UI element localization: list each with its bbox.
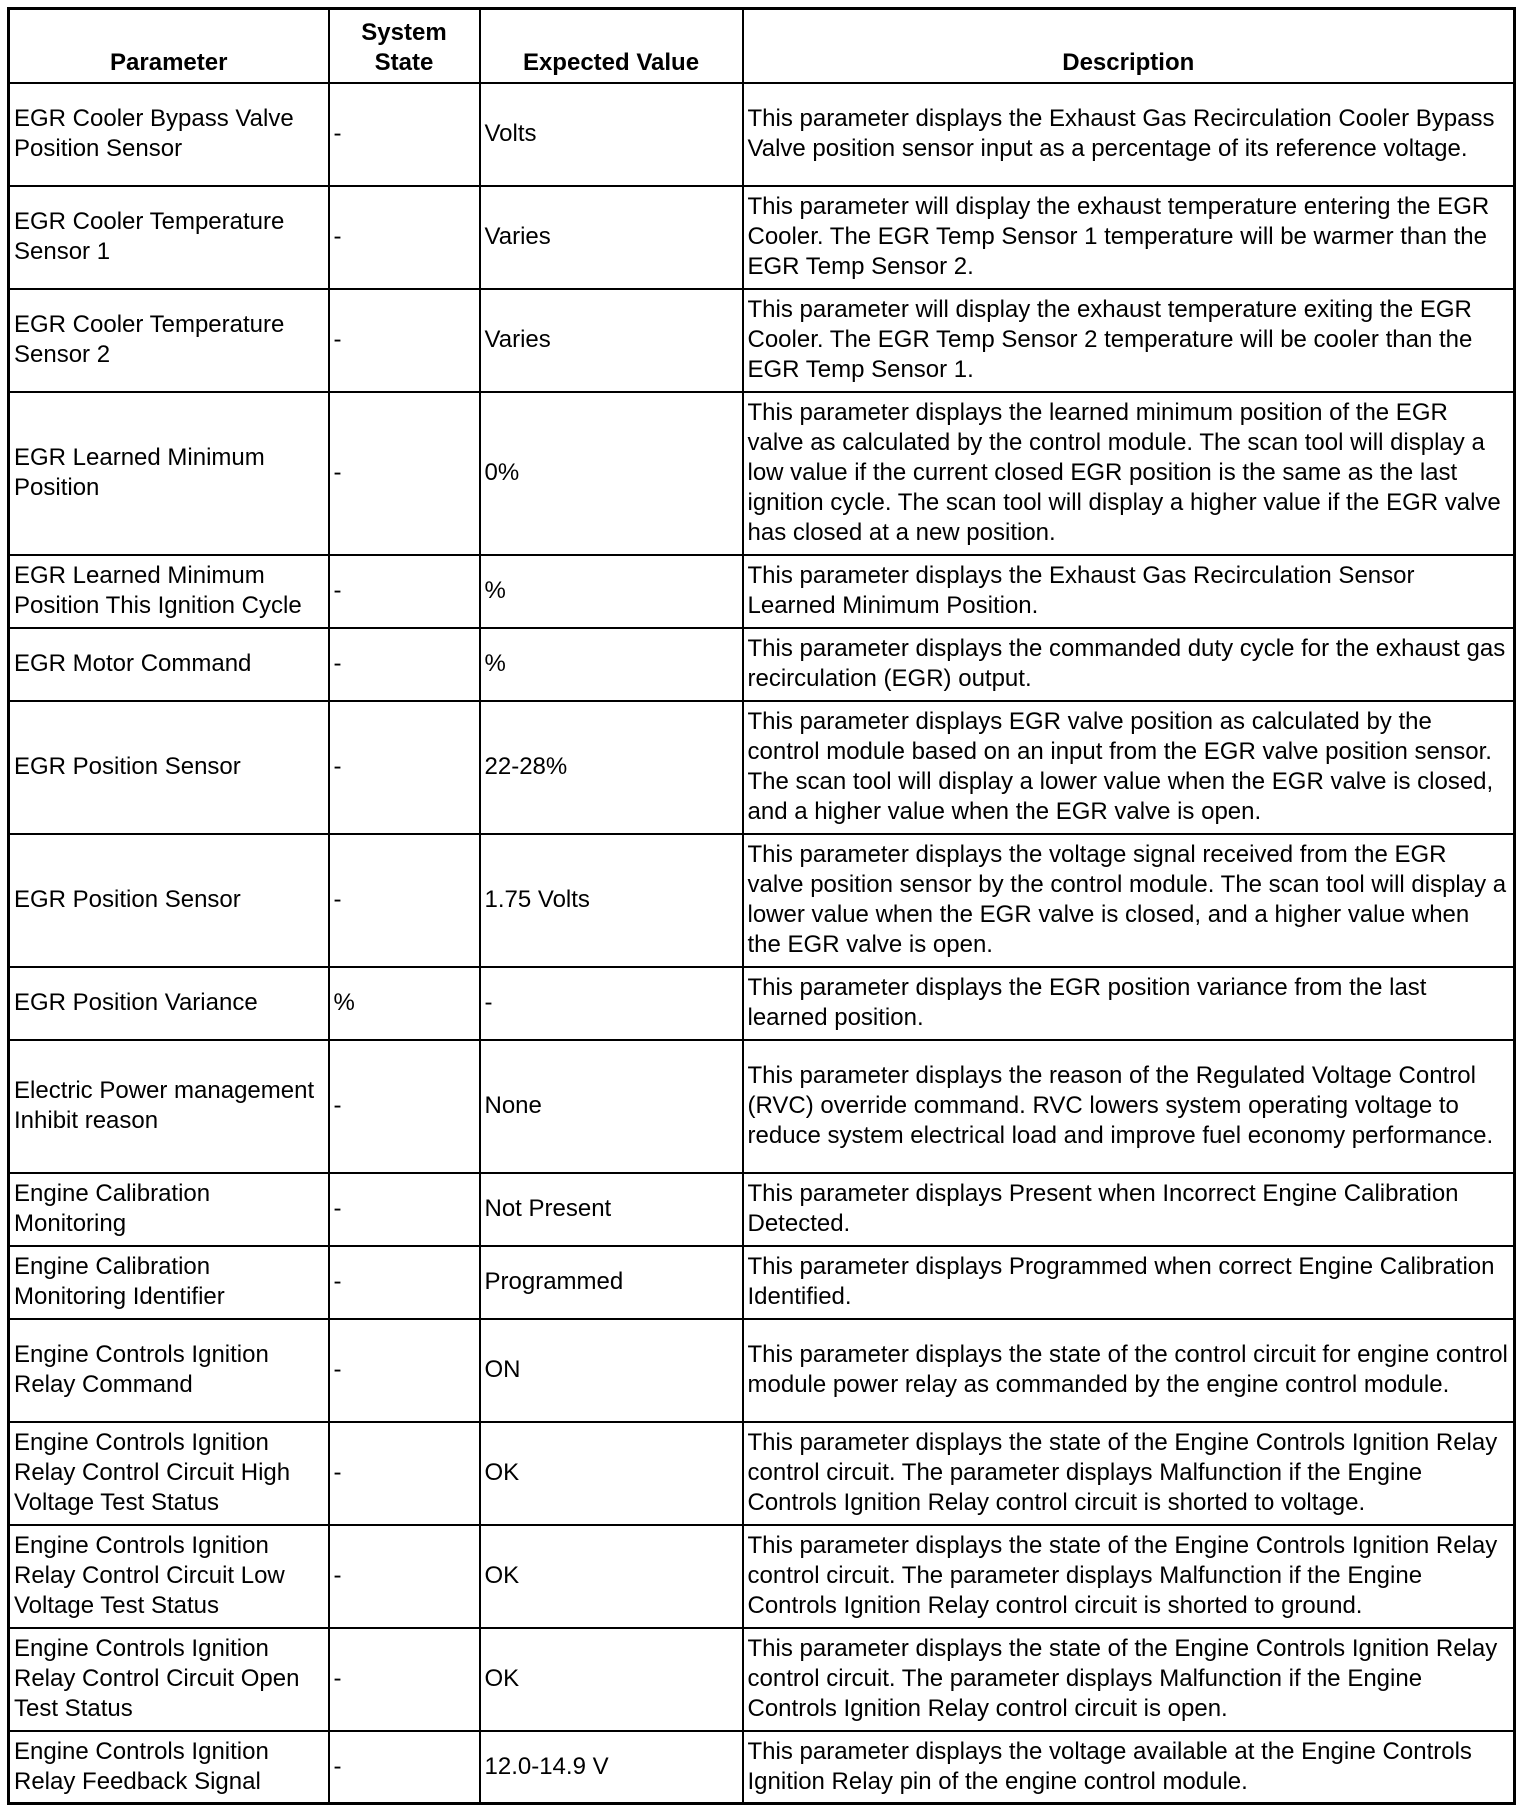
cell-description: This parameter displays the state of the Engine Controls Ignition Relay control circuit. The parameter displays Malfunction if the Engine Controls Ignition Relay control circuit is shorted to ground. — [743, 1525, 1515, 1628]
table-row — [9, 1731, 1515, 1804]
cell-expected-value: Not Present — [480, 1173, 743, 1246]
cell-expected-value: OK — [480, 1628, 743, 1731]
cell-description: This parameter will display the exhaust temperature exiting the EGR Cooler. The EGR Temp Sensor 2 temperature will be cooler than the EGR Temp Sensor 1. — [743, 289, 1515, 392]
cell-expected-value: None — [480, 1040, 743, 1173]
header-row — [9, 9, 1515, 83]
cell-parameter: Electric Power management Inhibit reason — [9, 1040, 329, 1173]
table-row — [9, 1422, 1515, 1525]
cell-description: This parameter displays the state of the Engine Controls Ignition Relay control circuit. The parameter displays Malfunction if the Engine Controls Ignition Relay control circuit is open. — [743, 1628, 1515, 1731]
cell-description: This parameter displays the voltage signal received from the EGR valve position sensor by the control module. The scan tool will display a lower value when the EGR valve is closed, and a higher value when the EGR valve is open. — [743, 834, 1515, 967]
table-row — [9, 628, 1515, 701]
table-row — [9, 555, 1515, 628]
parameter-table — [7, 7, 1516, 1805]
cell-system-state: - — [329, 1173, 480, 1246]
cell-system-state: - — [329, 289, 480, 392]
cell-system-state: - — [329, 1040, 480, 1173]
cell-system-state: - — [329, 1525, 480, 1628]
cell-system-state: - — [329, 834, 480, 967]
cell-parameter: EGR Position Variance — [9, 967, 329, 1040]
table-row — [9, 834, 1515, 967]
cell-parameter: Engine Calibration Monitoring — [9, 1173, 329, 1246]
table-row — [9, 186, 1515, 289]
cell-parameter: Engine Controls Ignition Relay Control Circuit Low Voltage Test Status — [9, 1525, 329, 1628]
cell-expected-value: Varies — [480, 289, 743, 392]
cell-system-state: - — [329, 555, 480, 628]
cell-system-state: - — [329, 701, 480, 834]
table-row — [9, 83, 1515, 186]
cell-parameter: Engine Controls Ignition Relay Control Circuit Open Test Status — [9, 1628, 329, 1731]
cell-description: This parameter displays the commanded duty cycle for the exhaust gas recirculation (EGR) output. — [743, 628, 1515, 701]
cell-description: This parameter displays Present when Incorrect Engine Calibration Detected. — [743, 1173, 1515, 1246]
cell-description: This parameter displays the state of the control circuit for engine control module power relay as commanded by the engine control module. — [743, 1319, 1515, 1422]
cell-system-state: - — [329, 1246, 480, 1319]
cell-expected-value: ON — [480, 1319, 743, 1422]
table-row — [9, 1319, 1515, 1422]
cell-expected-value: OK — [480, 1422, 743, 1525]
cell-expected-value: 0% — [480, 392, 743, 555]
cell-system-state: % — [329, 967, 480, 1040]
cell-description: This parameter displays Programmed when correct Engine Calibration Identified. — [743, 1246, 1515, 1319]
table-row — [9, 392, 1515, 555]
table-row — [9, 701, 1515, 834]
cell-system-state: - — [329, 186, 480, 289]
table-row — [9, 289, 1515, 392]
cell-expected-value: OK — [480, 1525, 743, 1628]
cell-system-state: - — [329, 392, 480, 555]
cell-parameter: Engine Controls Ignition Relay Command — [9, 1319, 329, 1422]
table-row — [9, 1525, 1515, 1628]
cell-parameter: EGR Cooler Bypass Valve Position Sensor — [9, 83, 329, 186]
cell-system-state: - — [329, 1628, 480, 1731]
cell-description: This parameter displays EGR valve position as calculated by the control module based on an input from the EGR valve position sensor. The scan tool will display a lower value when the EGR valve is closed, and a higher value when the EGR valve is open. — [743, 701, 1515, 834]
table-row — [9, 1040, 1515, 1173]
header-system-state: System State — [329, 9, 480, 83]
cell-expected-value: 1.75 Volts — [480, 834, 743, 967]
cell-description: This parameter will display the exhaust temperature entering the EGR Cooler. The EGR Temp Sensor 1 temperature will be warmer than the EGR Temp Sensor 2. — [743, 186, 1515, 289]
cell-parameter: EGR Position Sensor — [9, 834, 329, 967]
cell-expected-value: Programmed — [480, 1246, 743, 1319]
header-expected-value: Expected Value — [480, 9, 743, 83]
table-row — [9, 1246, 1515, 1319]
cell-expected-value: Volts — [480, 83, 743, 186]
cell-system-state: - — [329, 628, 480, 701]
cell-description: This parameter displays the learned minimum position of the EGR valve as calculated by the control module. The scan tool will display a low value if the current closed EGR position is the same as the last ignition cycle. The scan tool will display a higher value if the EGR valve has closed at a new position. — [743, 392, 1515, 555]
cell-parameter: EGR Cooler Temperature Sensor 2 — [9, 289, 329, 392]
cell-system-state: - — [329, 1731, 480, 1804]
cell-description: This parameter displays the Exhaust Gas Recirculation Cooler Bypass Valve position sensor input as a percentage of its reference voltage. — [743, 83, 1515, 186]
cell-description: This parameter displays the Exhaust Gas Recirculation Sensor Learned Minimum Position. — [743, 555, 1515, 628]
cell-parameter: Engine Calibration Monitoring Identifier — [9, 1246, 329, 1319]
cell-expected-value: 22-28% — [480, 701, 743, 834]
cell-system-state: - — [329, 1422, 480, 1525]
cell-description: This parameter displays the EGR position variance from the last learned position. — [743, 967, 1515, 1040]
table-row — [9, 967, 1515, 1040]
cell-parameter: EGR Learned Minimum Position This Ignition Cycle — [9, 555, 329, 628]
table-row — [9, 1628, 1515, 1731]
cell-expected-value: % — [480, 555, 743, 628]
cell-parameter: EGR Position Sensor — [9, 701, 329, 834]
cell-parameter: EGR Learned Minimum Position — [9, 392, 329, 555]
cell-system-state: - — [329, 1319, 480, 1422]
cell-parameter: EGR Motor Command — [9, 628, 329, 701]
cell-parameter: EGR Cooler Temperature Sensor 1 — [9, 186, 329, 289]
cell-expected-value: 12.0-14.9 V — [480, 1731, 743, 1804]
cell-expected-value: % — [480, 628, 743, 701]
cell-description: This parameter displays the reason of the Regulated Voltage Control (RVC) override command. RVC lowers system operating voltage to reduce system electrical load and improve fuel economy performance. — [743, 1040, 1515, 1173]
cell-parameter: Engine Controls Ignition Relay Feedback Signal — [9, 1731, 329, 1804]
header-description: Description — [743, 9, 1515, 83]
table-row — [9, 1173, 1515, 1246]
header-parameter: Parameter — [9, 9, 329, 83]
cell-description: This parameter displays the state of the Engine Controls Ignition Relay control circuit. The parameter displays Malfunction if the Engine Controls Ignition Relay control circuit is shorted to voltage. — [743, 1422, 1515, 1525]
cell-parameter: Engine Controls Ignition Relay Control Circuit High Voltage Test Status — [9, 1422, 329, 1525]
cell-expected-value: - — [480, 967, 743, 1040]
cell-description: This parameter displays the voltage available at the Engine Controls Ignition Relay pin of the engine control module. — [743, 1731, 1515, 1804]
cell-expected-value: Varies — [480, 186, 743, 289]
cell-system-state: - — [329, 83, 480, 186]
